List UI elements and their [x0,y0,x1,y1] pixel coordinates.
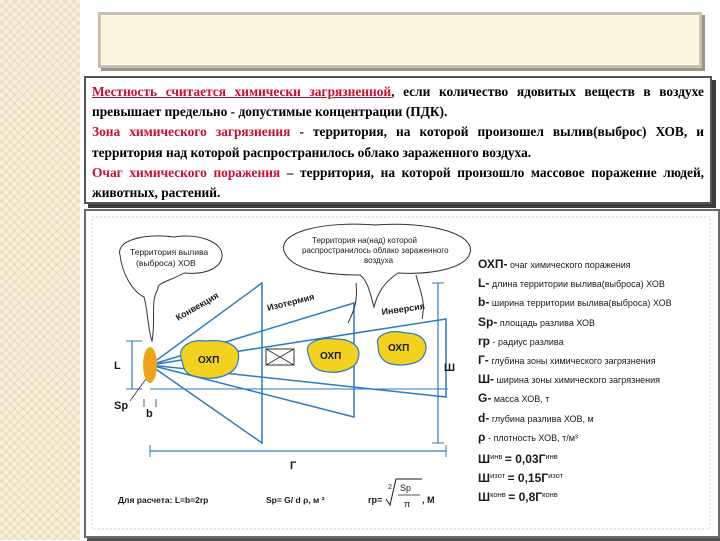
legend-item: $Ш^{инв} = 0,03Г^{инв}$ [478,451,558,466]
ohp-label-3: ОХП [388,343,410,354]
definition-lesion-focus: – территория, на которой произошло массовое поражение людей, животных, растений. [92,164,705,201]
legend-item: Ш- ширина зоны химического загрязнения [478,372,661,387]
legend-item: ρ - плотность ХОВ, т/м³ [478,429,578,444]
label-Sp: Sp [114,400,129,412]
legend-item: rр - радиус разлива [478,333,564,348]
calc-sp-formula: Sp= G/ d ρ, м ² [266,495,325,505]
legend-item: Г- глубина зоны химического загрязнения [478,352,656,367]
term-contamination-zone: Зона химического загрязнения [92,124,291,140]
term-lesion-focus: Очаг химического поражения [92,164,281,180]
legend-item: $Ш^{конв} = 0,8Г^{конв}$ [478,490,558,505]
label-inversion: Инверсия [380,301,426,317]
calc-r-unit: , М [422,495,435,505]
label-b: b [146,408,153,420]
label-Sh: Ш [444,362,456,374]
callout-cloud-text: Территория на(над) которой распространилось облако зараженного воздуха [302,236,449,265]
term-chemically-contaminated: Местность считается химически загрязненной [92,84,392,99]
ohp-label-1: ОХП [198,355,220,366]
calc-r-lhs: rр= [368,495,383,505]
legend-list [478,255,714,504]
definitions-text-box [84,76,712,204]
legend-item: ОХП- очаг химического поражения [478,257,631,271]
legend-item: $Ш^{изот} = 0,15Г^{изот}$ [478,471,564,486]
definition-chemically-contaminated: , если количество ядовитых веществ в воздухе превышает предельно - допустимые концентрации (ПДК). [92,84,704,120]
callout-spill-text: Территория вылива (выброса) ХОВ [130,247,209,268]
label-isotherm: Изотермия [266,291,316,313]
slide-title-box [98,12,702,68]
decorative-strip [0,0,80,540]
label-G: Г [290,460,297,472]
spill-source [143,347,157,383]
legend-item: L- длина территории вылива(выброса) ХОВ [478,276,665,291]
calc-r-numerator: Sp [400,483,412,493]
calc-r-denominator: π [404,499,411,509]
ohp-label-2: ОХП [320,351,342,362]
legend-item: Sp- площадь разлива ХОВ [478,314,596,329]
calc-r-root-index: 2 [388,484,392,491]
zone-diagram-figure [84,209,720,538]
legend-item: d- глубина разлива ХОВ, м [478,410,594,425]
definition-contamination-zone: - территория, на которой произошел вылив(выброс) ХОВ, и территория над которой распространилось облако зараженного воздуха. [92,124,704,160]
label-convection: Конвекция [174,290,221,323]
legend-item: b- ширина территории вылива(выброса) ХОВ [478,295,672,310]
legend-item: G- масса ХОВ, т [478,391,550,406]
calc-label: Для расчета: L=b=2rр [118,495,209,505]
label-L: L [114,360,121,372]
